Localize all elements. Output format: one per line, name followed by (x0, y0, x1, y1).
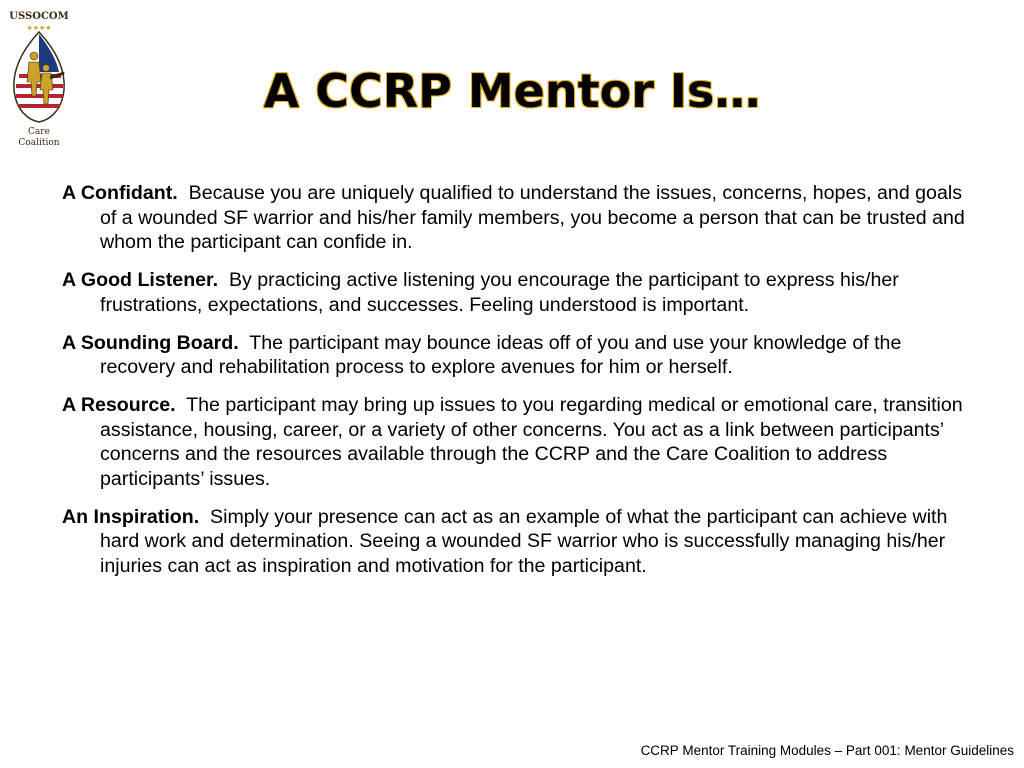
svg-text:★★★★: ★★★★ (26, 24, 52, 32)
item-term: A Sounding Board. (62, 331, 239, 354)
list-item-resource (62, 393, 967, 491)
item-term: An Inspiration. (62, 505, 200, 528)
item-text: The participant may bounce ideas off of you and use your knowledge of the recovery and rehabilitation process to explore avenues for him or herself. (100, 331, 902, 378)
item-text: Simply your presence can act as an example of what the participant can achieve with hard work and determination. Seeing a wounded SF warrior who is successfully managing his/her injuries can act as inspiration and motivation for the participant. (100, 505, 948, 577)
list-item-confidant (62, 181, 967, 255)
list-item-inspiration (62, 505, 967, 579)
list-item-good-listener (62, 268, 967, 317)
item-term: A Confidant. (62, 182, 178, 204)
logo-top-text: USSOCOM (9, 11, 69, 22)
item-text: The participant may bring up issues to you regarding medical or emotional care, transition assistance, housing, career, or a variety of other concerns. You act as a link between participants’ concerns and the resources available through the CCRP and the Care Coalition to address participants’ issues. (100, 394, 963, 490)
logo-bottom-text-line2: Coalition (18, 138, 60, 148)
list-item-sounding-board (62, 331, 967, 380)
item-text: By practicing active listening you encourage the participant to express his/her frustrations, expectations, and successes. Feeling understood is important. (100, 269, 899, 316)
slide-title: A CCRP Mentor Is… (263, 64, 761, 118)
slide-footer: CCRP Mentor Training Modules – Part 001: Mentor Guidelines (640, 743, 1014, 758)
item-term: A Good Listener. (62, 269, 219, 291)
item-term: A Resource. (62, 394, 176, 416)
logo-bottom-text-line1: Care (28, 127, 50, 137)
item-text: Because you are uniquely qualified to understand the issues, concerns, hopes, and goals of a wounded SF warrior and his/her family members, you become a person that can be trusted and whom the participant can confide in. (100, 182, 965, 253)
mentor-qualities-list (62, 181, 967, 592)
